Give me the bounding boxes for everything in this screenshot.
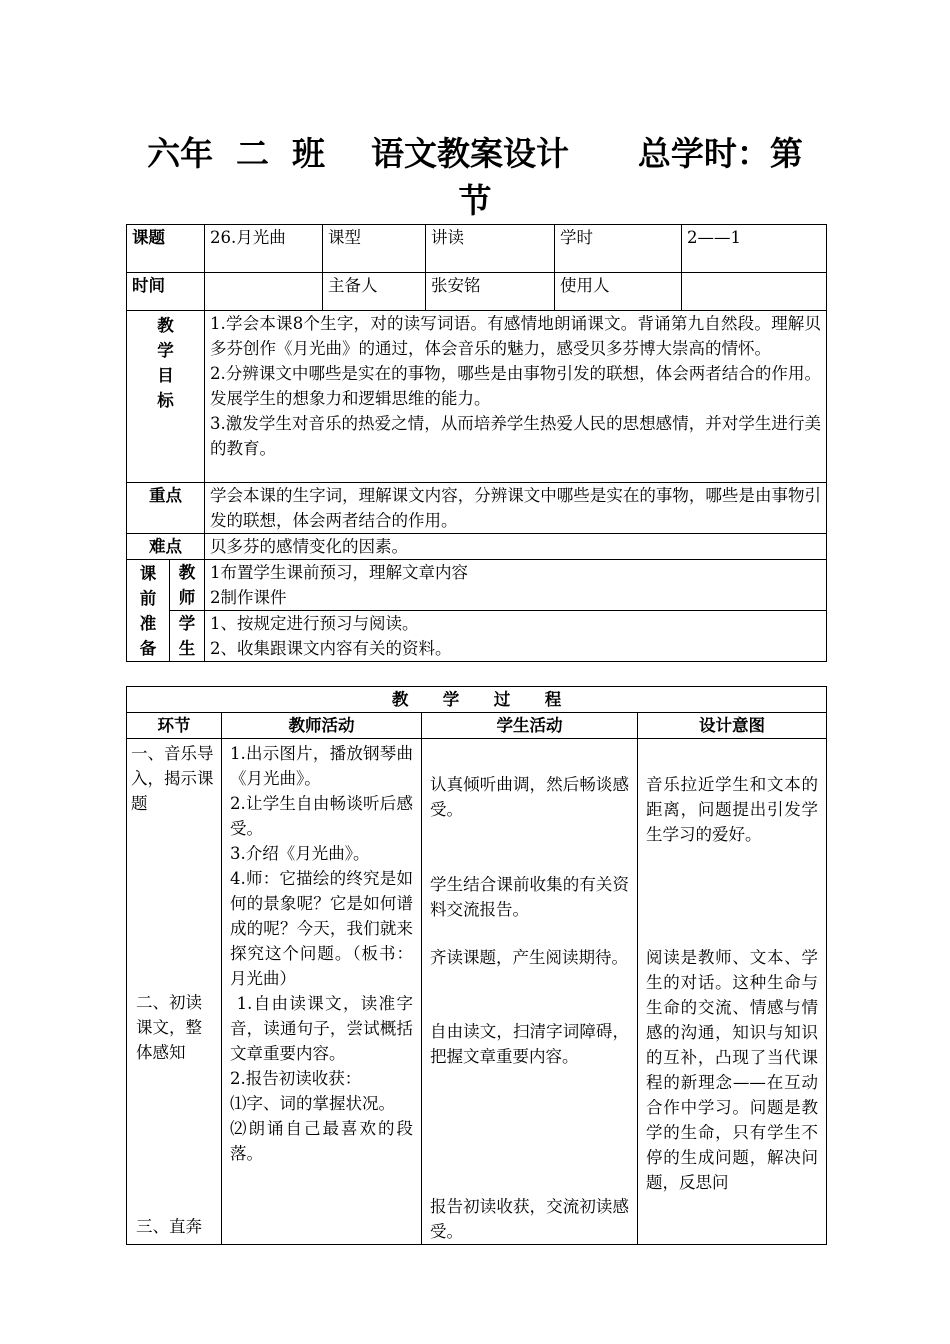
goals-label-char: 教 (157, 316, 174, 335)
type-label: 课型 (323, 225, 426, 273)
prep-student-char: 生 (178, 639, 196, 658)
teaching-process-table (126, 686, 827, 1245)
prep-teacher-char: 教 (178, 563, 196, 582)
prep-student-content (205, 611, 827, 662)
design-intent-item: 音乐拉近学生和文本的距离，问题提出引发学生学习的爱好。 (646, 775, 819, 844)
lesson-info-table (126, 224, 827, 662)
teacher-activity-item: 2.报告初读收获： (230, 1069, 362, 1088)
teacher-activity-item: 3.介绍《月光曲》。 (230, 844, 370, 863)
prep-student-char: 学 (178, 614, 196, 633)
prep-teacher-item: 2制作课件 (210, 588, 287, 607)
teacher-activity-item: 4.师：它描绘的终究是如何的景象呢？它是如何谱成的呢？今天，我们就来探究这个问题。（板书：月光曲） (230, 869, 413, 988)
teacher-activity-item: ⑴字、词的掌握状况。 (230, 1094, 395, 1113)
goal-item: 3.激发学生对音乐的热爱之情，从而培养学生热爱人民的思想感情，并对学生进行美的教育。 (210, 414, 821, 458)
teacher-activity-item: 1.出示图片，播放钢琴曲《月光曲》。 (230, 744, 413, 788)
goals-label-char: 目 (157, 366, 174, 385)
student-activity-column (422, 739, 638, 1245)
prep-teacher-char: 师 (178, 588, 196, 607)
difficulty-label: 难点 (127, 534, 205, 560)
process-heading: 教 学 过 程 (127, 687, 827, 713)
document-title (0, 130, 950, 224)
prep-student-item: 2、收集跟课文内容有关的资料。 (210, 639, 452, 658)
prep-student-label (170, 611, 205, 662)
time-label: 时间 (127, 273, 205, 311)
preparer-value: 张安铭 (426, 273, 555, 311)
teacher-activity-item: 1.自由读课文，读准字音，读通句子，尝试概括文章重要内容。 (230, 994, 414, 1063)
goal-item: 2.分辨课文中哪些是实在的事物，哪些是由事物引发的联想，体会两者结合的作用。发展学生的想象力和逻辑思维的能力。 (210, 364, 821, 408)
goals-label-char: 学 (157, 341, 174, 360)
header-design-intent: 设计意图 (638, 713, 827, 739)
goals-label-char: 标 (157, 391, 174, 410)
prep-label (127, 560, 170, 662)
stage-item: 二、初读课文，整体感知 (136, 993, 202, 1062)
key-point-text: 学会本课的生字词，理解课文内容，分辨课文中哪些是实在的事物，哪些是由事物引发的联想，体会两者结合的作用。 (205, 483, 827, 534)
topic-label: 课题 (127, 225, 205, 273)
key-point-label: 重点 (127, 483, 205, 534)
student-activity-item: 学生结合课前收集的有关资料交流报告。 (430, 875, 629, 919)
student-activity-item: 齐读课题，产生阅读期待。 (430, 948, 628, 967)
hours-value: 2——1 (682, 225, 827, 273)
stage-item: 一、音乐导入，揭示课题 (131, 744, 214, 813)
title-line-1: 六年 二 班 语文教案设计 总学时：第 (147, 134, 803, 173)
student-activity-item: 自由读文，扫清字词障碍，把握文章重要内容。 (430, 1022, 629, 1066)
student-activity-item: 报告初读收获，交流初读感受。 (430, 1197, 629, 1241)
prep-student-item: 1、按规定进行预习与阅读。 (210, 614, 419, 633)
prep-label-char: 课 (139, 563, 157, 583)
prep-teacher-item: 1布置学生课前预习，理解文章内容 (210, 563, 468, 582)
goals-content (205, 311, 827, 483)
goal-item: 1.学会本课8个生字，对的读写词语。有感情地朗诵课文。背诵第九自然段。理解贝多芬创作《月光曲》的通过，体会音乐的魅力，感受贝多芬博大崇高的情怀。 (210, 314, 821, 358)
preparer-label: 主备人 (323, 273, 426, 311)
stage-item: 三、直奔 (136, 1217, 202, 1236)
prep-label-char: 准 (139, 613, 157, 633)
design-intent-column (638, 739, 827, 1245)
user-label: 使用人 (555, 273, 682, 311)
user-value (682, 273, 827, 311)
header-stage: 环节 (127, 713, 222, 739)
topic-value: 26.月光曲 (205, 225, 323, 273)
design-intent-item: 阅读是教师、文本、学生的对话。这种生命与生命的交流、情感与情感的沟通，知识与知识的互补，凸现了当代课程的新理念——在互动合作中学习。问题是教学的生命，只有学生不停的生成问题，解决问题，反思问 (646, 948, 819, 1192)
student-activity-item: 认真倾听曲调，然后畅谈感受。 (430, 775, 629, 819)
prep-label-char: 备 (139, 638, 157, 658)
hours-label: 学时 (555, 225, 682, 273)
goals-label (127, 311, 205, 483)
prep-label-char: 前 (139, 588, 157, 608)
header-student-activity: 学生活动 (422, 713, 638, 739)
teacher-activity-item: 2.让学生自由畅谈听后感受。 (230, 794, 413, 838)
type-value: 讲读 (426, 225, 555, 273)
header-teacher-activity: 教师活动 (222, 713, 422, 739)
teacher-activity-column (222, 739, 422, 1245)
prep-teacher-content (205, 560, 827, 611)
time-value (205, 273, 323, 311)
title-line-2: 节 (458, 181, 492, 220)
difficulty-text: 贝多芬的感情变化的因素。 (205, 534, 827, 560)
prep-teacher-label (170, 560, 205, 611)
teacher-activity-item: ⑵朗诵自己最喜欢的段落。 (230, 1119, 413, 1163)
stage-column (127, 739, 222, 1245)
